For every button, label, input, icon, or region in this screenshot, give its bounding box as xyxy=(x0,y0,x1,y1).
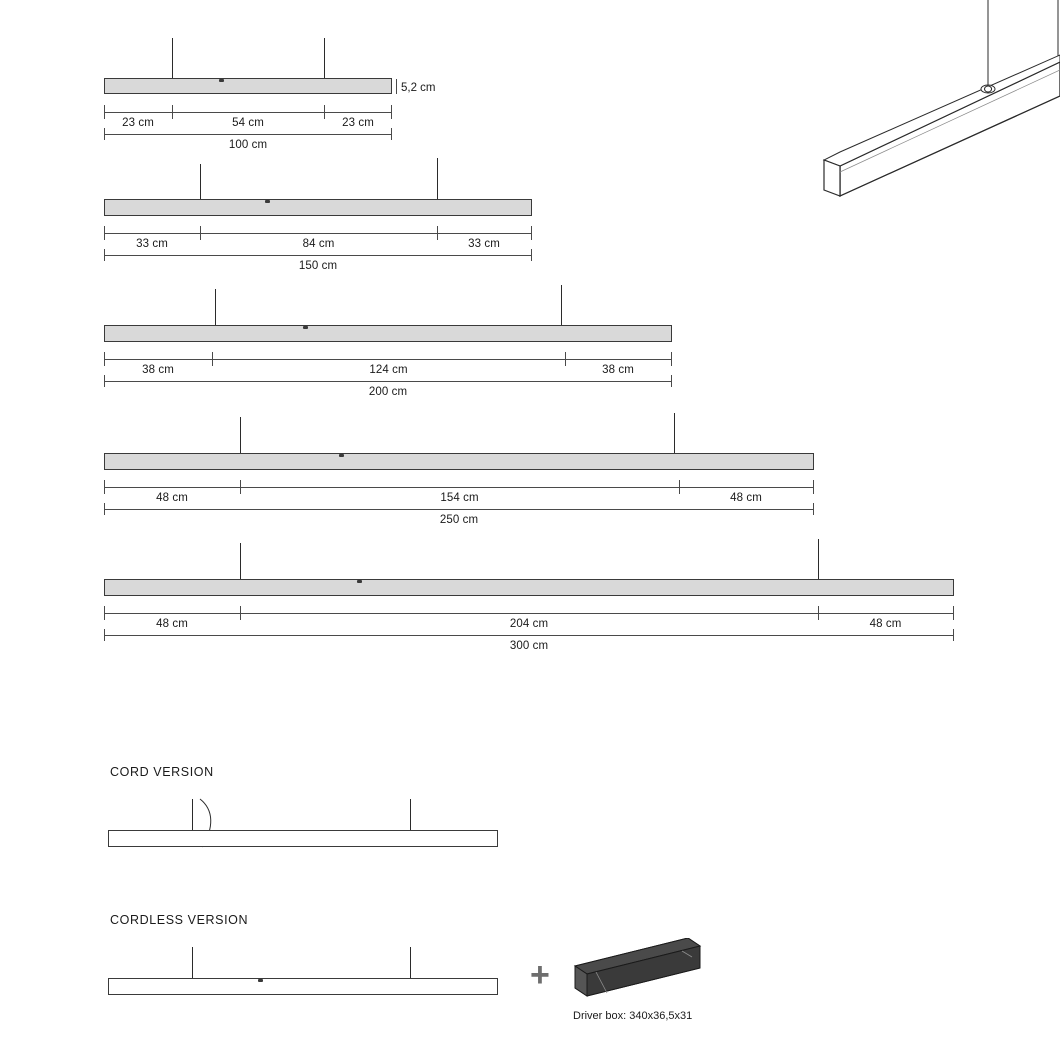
height-label: 5,2 cm xyxy=(401,82,436,94)
dim-tick xyxy=(531,226,532,240)
driver-box xyxy=(570,938,705,1008)
cord-right xyxy=(674,413,675,453)
cord-left xyxy=(240,543,241,579)
dim-tick xyxy=(813,480,814,494)
total-dimension-line xyxy=(104,509,814,510)
segment-left-label: 23 cm xyxy=(122,117,154,129)
total-dimension-line xyxy=(104,134,392,135)
fixture-body xyxy=(104,78,392,94)
segment-left-label: 38 cm xyxy=(142,364,174,376)
center-dot xyxy=(219,79,224,82)
fixture-body xyxy=(104,453,814,470)
cord-right xyxy=(818,539,819,579)
segment-dimension-line xyxy=(104,359,672,360)
fixture-body xyxy=(108,830,498,847)
segment-dimension-line xyxy=(104,112,392,113)
cord-left xyxy=(172,38,173,78)
segment-left-label: 48 cm xyxy=(156,492,188,504)
total-dimension-line xyxy=(104,381,672,382)
cord-left xyxy=(200,164,201,199)
total-label: 300 cm xyxy=(509,640,549,652)
segment-middle-label: 84 cm xyxy=(302,238,335,250)
center-dot xyxy=(303,326,308,329)
cord-right xyxy=(324,38,325,78)
segment-right-label: 38 cm xyxy=(602,364,634,376)
fixture-body xyxy=(104,579,954,596)
fixture-body xyxy=(104,199,532,216)
segment-middle-label: 54 cm xyxy=(232,117,264,129)
total-label: 200 cm xyxy=(368,386,408,398)
segment-middle-label: 204 cm xyxy=(509,618,549,630)
plus-symbol: + xyxy=(530,956,550,994)
segment-right-label: 48 cm xyxy=(869,618,902,630)
dim-tick xyxy=(953,606,954,620)
cord-left xyxy=(215,289,216,325)
cord-version-title: CORD VERSION xyxy=(110,765,214,779)
segment-dimension-line xyxy=(104,487,814,488)
center-dot xyxy=(357,580,362,583)
perspective-view xyxy=(810,0,1060,230)
cord-right xyxy=(561,285,562,325)
center-dot xyxy=(339,454,344,457)
center-dot xyxy=(265,200,270,203)
cordless-version-title: CORDLESS VERSION xyxy=(110,913,249,927)
total-dimension-line xyxy=(104,635,954,636)
segment-middle-label: 154 cm xyxy=(440,492,479,504)
segment-right-label: 48 cm xyxy=(730,492,762,504)
driver-box-caption: Driver box: 340x36,5x31 xyxy=(573,1010,693,1022)
total-dimension-line xyxy=(104,255,532,256)
segment-left-label: 33 cm xyxy=(136,238,168,250)
cord-right xyxy=(437,158,438,199)
center-dot xyxy=(258,979,263,982)
total-label: 150 cm xyxy=(298,260,338,272)
cord-left xyxy=(240,417,241,453)
segment-left-label: 48 cm xyxy=(156,618,188,630)
segment-dimension-line xyxy=(104,613,954,614)
segment-dimension-line xyxy=(104,233,532,234)
height-tick xyxy=(396,79,397,94)
segment-right-label: 23 cm xyxy=(342,117,374,129)
dim-tick xyxy=(671,352,672,366)
fixture-body xyxy=(108,978,498,995)
total-label: 100 cm xyxy=(228,139,268,151)
total-label: 250 cm xyxy=(439,514,479,526)
segment-right-label: 33 cm xyxy=(468,238,500,250)
fixture-body xyxy=(104,325,672,342)
segment-middle-label: 124 cm xyxy=(369,364,408,376)
